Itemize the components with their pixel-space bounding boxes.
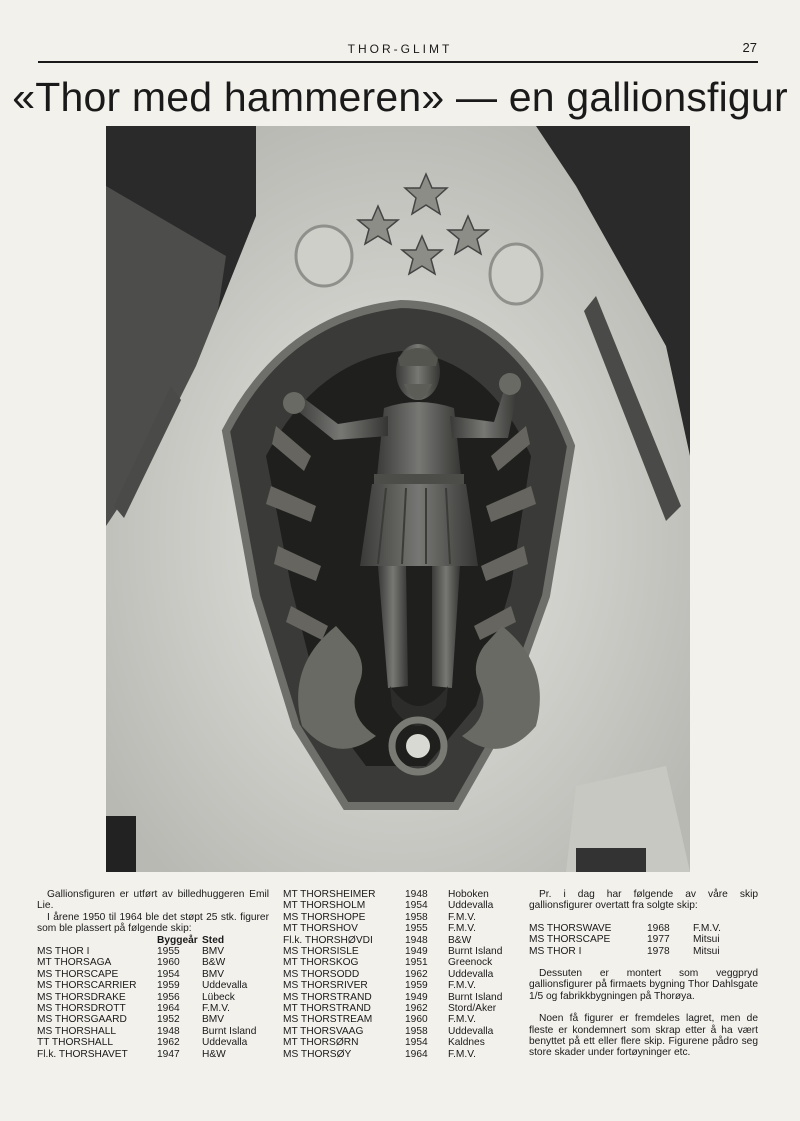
article-title: «Thor med hammeren» — en gallionsfigur bbox=[12, 74, 788, 120]
shipyard: Uddevalla bbox=[448, 1025, 494, 1037]
shipyard: F.M.V. bbox=[448, 1048, 476, 1060]
build-year: 1955 bbox=[157, 946, 180, 958]
build-year: 1964 bbox=[405, 1048, 428, 1060]
ship-name: MS THORSCAPE bbox=[529, 934, 611, 946]
table-row bbox=[283, 1037, 523, 1048]
ship-name: MS THORSWAVE bbox=[529, 922, 612, 934]
shipyard: B&W bbox=[202, 957, 226, 969]
build-year: 1960 bbox=[157, 957, 180, 969]
table-row bbox=[283, 923, 523, 934]
table-row bbox=[37, 980, 269, 991]
build-year: 1978 bbox=[647, 945, 670, 957]
table-row bbox=[283, 1014, 523, 1025]
table-row bbox=[37, 1026, 269, 1037]
ship-name: MS THORSØY bbox=[283, 1048, 352, 1060]
ship-name: MT THORSHOV bbox=[283, 923, 358, 935]
ship-name: MS THORSCARRIER bbox=[37, 980, 137, 992]
ship-table-2 bbox=[283, 889, 523, 1060]
shipyard: BMV bbox=[202, 946, 225, 958]
ship-name: MT THORSVAAG bbox=[283, 1025, 364, 1037]
shipyard: F.M.V. bbox=[448, 911, 476, 923]
table-row bbox=[37, 969, 269, 980]
shipyard: Mitsui bbox=[693, 945, 720, 957]
ship-name: MS THORSDRAKE bbox=[37, 991, 126, 1003]
ship-name: MT THORSHEIMER bbox=[283, 889, 376, 900]
build-year: 1956 bbox=[157, 991, 180, 1003]
ship-table-3 bbox=[529, 923, 758, 957]
table-row bbox=[37, 1014, 269, 1025]
shipyard: Uddevalla bbox=[448, 900, 494, 912]
ship-name: MT THORSØRN bbox=[283, 1037, 359, 1049]
shipyard: Uddevalla bbox=[202, 1037, 248, 1049]
build-year: 1958 bbox=[405, 911, 428, 923]
running-header: THOR-GLIMT bbox=[347, 42, 453, 56]
table-row bbox=[283, 969, 523, 980]
ship-name: MS THORSGAARD bbox=[37, 1014, 127, 1026]
shipyard: H&W bbox=[202, 1048, 226, 1060]
shipyard: B&W bbox=[448, 934, 472, 946]
shipyard: Uddevalla bbox=[448, 968, 494, 980]
shipyard: Hoboken bbox=[448, 889, 489, 900]
shipyard: F.M.V. bbox=[202, 1003, 230, 1015]
ship-name: MS THORSCAPE bbox=[37, 968, 119, 980]
table-row bbox=[529, 923, 758, 934]
shipyard: Burnt Island bbox=[448, 991, 503, 1003]
shipyard: BMV bbox=[202, 968, 225, 980]
build-year: 1964 bbox=[157, 1003, 180, 1015]
current-ships-intro: Pr. i dag har følgende av våre skip gallionsfigurer overtatt fra solgte skip: bbox=[529, 889, 758, 912]
intro-paragraph-2: I årene 1950 til 1964 ble det støpt 25 stk. figurer som ble plassert på følgende skip: bbox=[37, 911, 269, 935]
table-row bbox=[37, 946, 269, 957]
header-rule bbox=[38, 61, 758, 63]
column-header-year: Byggeår bbox=[157, 934, 198, 946]
table-row bbox=[283, 1049, 523, 1060]
ship-name: MT THORSHOLM bbox=[283, 900, 366, 912]
shipyard: Mitsui bbox=[693, 934, 720, 946]
ship-name: MS THORSTRAND bbox=[283, 991, 372, 1003]
build-year: 1948 bbox=[405, 889, 428, 900]
build-year: 1954 bbox=[405, 900, 428, 912]
table-row bbox=[529, 934, 758, 945]
ship-table-1 bbox=[37, 935, 269, 1060]
build-year: 1952 bbox=[157, 1014, 180, 1026]
table-row bbox=[283, 935, 523, 946]
table-row bbox=[283, 980, 523, 991]
shipyard: F.M.V. bbox=[448, 923, 476, 935]
build-year: 1958 bbox=[405, 1025, 428, 1037]
ship-name: Fl.k. THORSHAVET bbox=[37, 1048, 128, 1060]
ship-name: MS THOR I bbox=[529, 945, 582, 957]
build-year: 1954 bbox=[157, 968, 180, 980]
column-header-place: Sted bbox=[202, 934, 225, 946]
build-year: 1962 bbox=[405, 1003, 428, 1015]
table-row bbox=[283, 900, 523, 911]
table-row bbox=[283, 1003, 523, 1014]
table-row bbox=[37, 1049, 269, 1060]
wall-decoration-paragraph: Dessuten er montert som veggpryd gallionsfigurer på firmaets bygning Thor Dahlsgate 1/5 og fabrikkbygningen på Thorøya. bbox=[529, 968, 758, 1002]
shipyard: F.M.V. bbox=[448, 1014, 476, 1026]
build-year: 1951 bbox=[405, 957, 428, 969]
ship-name: MS THORSTREAM bbox=[283, 1014, 373, 1026]
table-row bbox=[37, 1003, 269, 1014]
ship-name: Fl.k. THORSHØVDI bbox=[283, 934, 373, 946]
table-row bbox=[529, 946, 758, 957]
column-1 bbox=[37, 889, 269, 1060]
table-row bbox=[283, 946, 523, 957]
build-year: 1948 bbox=[405, 934, 428, 946]
table-row bbox=[283, 1026, 523, 1037]
shipyard: Stord/Aker bbox=[448, 1003, 497, 1015]
build-year: 1949 bbox=[405, 991, 428, 1003]
ship-name: MT THORSTRAND bbox=[283, 1003, 371, 1015]
build-year: 1949 bbox=[405, 946, 428, 958]
table-row bbox=[283, 992, 523, 1003]
table-header-row bbox=[37, 935, 269, 946]
ship-name: MS THORSHOPE bbox=[283, 911, 366, 923]
column-3 bbox=[529, 889, 758, 1059]
build-year: 1962 bbox=[405, 968, 428, 980]
ship-name: MT THORSKOG bbox=[283, 957, 359, 969]
ship-name: TT THORSHALL bbox=[37, 1037, 114, 1049]
ship-name: MS THORSRIVER bbox=[283, 980, 368, 992]
shipyard: Burnt Island bbox=[202, 1025, 257, 1037]
ship-name: MS THORSDROTT bbox=[37, 1003, 126, 1015]
table-row bbox=[283, 889, 523, 900]
build-year: 1959 bbox=[405, 980, 428, 992]
ship-name: MS THORSISLE bbox=[283, 946, 359, 958]
build-year: 1960 bbox=[405, 1014, 428, 1026]
ship-name: MT THORSAGA bbox=[37, 957, 112, 969]
build-year: 1977 bbox=[647, 934, 670, 946]
table-row bbox=[283, 957, 523, 968]
stored-figures-paragraph: Noen få figurer er fremdeles lagret, men de fleste er kondemnert som skrap etter å ha vært benyttet på ett eller flere skip. Figurene pådro seg store skader under fortøyninger etc. bbox=[529, 1013, 758, 1059]
ship-name: MS THORSODD bbox=[283, 968, 360, 980]
table-row bbox=[283, 912, 523, 923]
build-year: 1947 bbox=[157, 1048, 180, 1060]
column-2 bbox=[283, 889, 523, 1060]
build-year: 1948 bbox=[157, 1025, 180, 1037]
table-row bbox=[37, 957, 269, 968]
build-year: 1955 bbox=[405, 923, 428, 935]
ship-name: MS THORSHALL bbox=[37, 1025, 117, 1037]
shipyard: F.M.V. bbox=[448, 980, 476, 992]
build-year: 1968 bbox=[647, 922, 670, 934]
shipyard: Greenock bbox=[448, 957, 493, 969]
shipyard: F.M.V. bbox=[693, 922, 721, 934]
ship-name: MS THOR I bbox=[37, 946, 90, 958]
shipyard: Burnt Island bbox=[448, 946, 503, 958]
page-number: 27 bbox=[742, 40, 757, 55]
build-year: 1959 bbox=[157, 980, 180, 992]
shipyard: Uddevalla bbox=[202, 980, 248, 992]
figurehead-photo bbox=[106, 126, 690, 872]
shipyard: Lübeck bbox=[202, 991, 235, 1003]
build-year: 1962 bbox=[157, 1037, 180, 1049]
table-row bbox=[37, 1037, 269, 1048]
intro-paragraph: Gallionsfiguren er utført av billedhuggeren Emil Lie. bbox=[37, 889, 269, 912]
shipyard: BMV bbox=[202, 1014, 225, 1026]
shipyard: Kaldnes bbox=[448, 1037, 485, 1049]
build-year: 1954 bbox=[405, 1037, 428, 1049]
table-row bbox=[37, 992, 269, 1003]
